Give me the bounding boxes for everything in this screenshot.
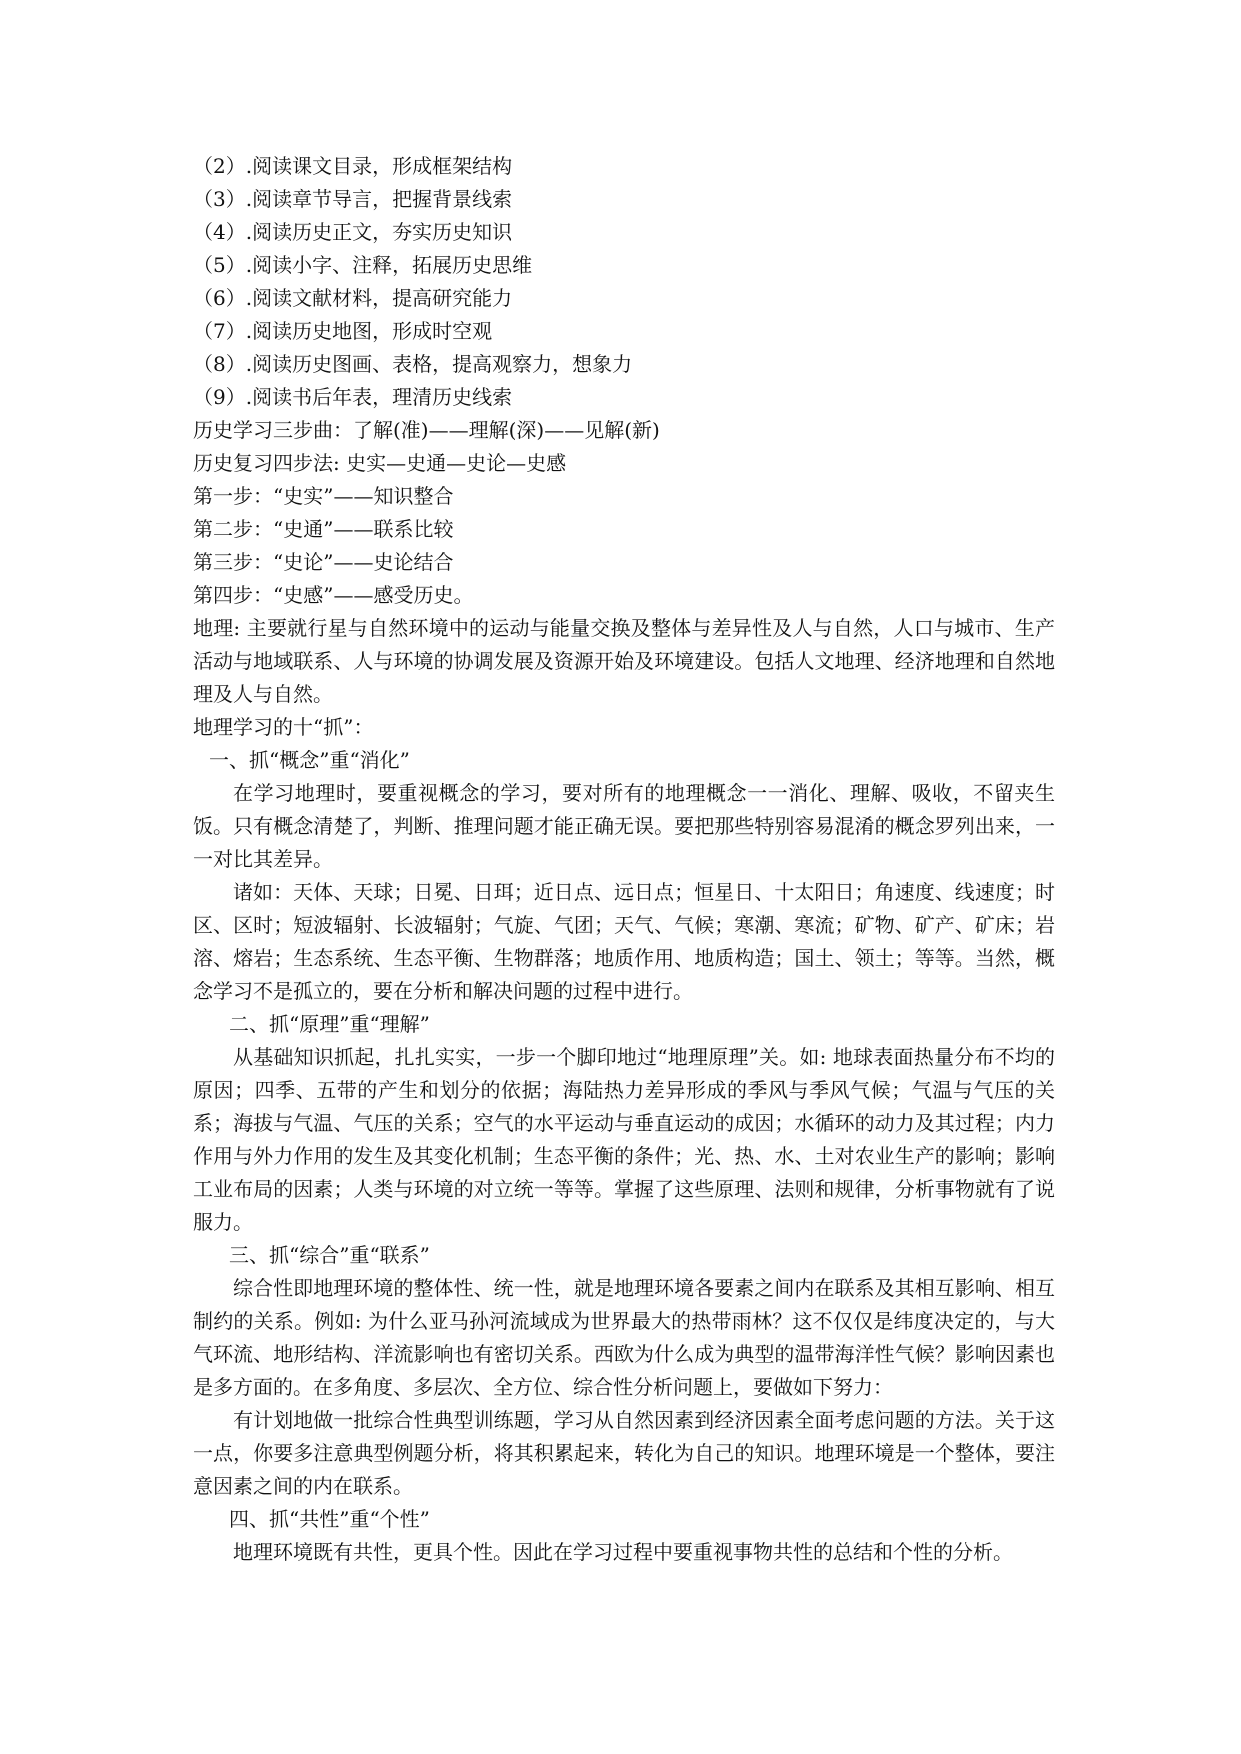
reading-step-2: （2）.阅读课文目录，形成框架结构 xyxy=(193,154,513,178)
section-3-paragraph-1: 综合性即地理环境的整体性、统一性，就是地理环境各要素之间内在联系及其相互影响、相互制约的关系。例如: 为什么亚马孙河流域成为世界最大的热带雨林？这不仅仅是纬度决定的，与大气环流、地形结构、洋流影响也有密切关系。西欧为什么成为典型的温带海洋性气候？影响因素也是多方面的。在多角度、多层次、全方位、综合性分析问题上，要做如下努力： xyxy=(193,1276,1055,1399)
section-2-title: 二、抓“原理”重“理解” xyxy=(229,1012,430,1036)
section-3-paragraph-2: 有计划地做一批综合性典型训练题，学习从自然因素到经济因素全面考虑问题的方法。关于这一点，你要多注意典型例题分析，将其积累起来，转化为自己的知识。地理环境是一个整体，要注意因素之间的内在联系。 xyxy=(193,1408,1055,1498)
geography-ten-title: 地理学习的十“抓”： xyxy=(193,715,374,739)
history-step-4: 第四步：“史感”——感受历史。 xyxy=(193,583,474,607)
geography-intro: 地理: 主要就行星与自然环境中的运动与能量交换及整体与差异性及人与自然，人口与城市、生产活动与地域联系、人与环境的协调发展及资源开始及环境建设。包括人文地理、经济地理和自然地理及人与自然。 xyxy=(193,616,1055,706)
reading-step-7: （7）.阅读历史地图，形成时空观 xyxy=(193,319,493,343)
reading-step-6: （6）.阅读文献材料，提高研究能力 xyxy=(193,286,513,310)
history-step-3: 第三步：“史论”——史论结合 xyxy=(193,550,454,574)
reading-step-8: （8）.阅读历史图画、表格，提高观察力，想象力 xyxy=(193,352,633,376)
reading-step-4: （4）.阅读历史正文，夯实历史知识 xyxy=(193,220,513,244)
section-1-paragraph-1: 在学习地理时，要重视概念的学习，要对所有的地理概念一一消化、理解、吸收，不留夹生饭。只有概念清楚了，判断、推理问题才能正确无误。要把那些特别容易混淆的概念罗列出来，一一对比其差异。 xyxy=(193,781,1055,871)
section-1-paragraph-2: 诸如：天体、天球；日冕、日珥；近日点、远日点；恒星日、十太阳日；角速度、线速度；时区、区时；短波辐射、长波辐射；气旋、气团；天气、气候；寒潮、寒流；矿物、矿产、矿床；岩溶、熔岩；生态系统、生态平衡、生物群落；地质作用、地质构造；国土、领土；等等。当然，概念学习不是孤立的，要在分析和解决问题的过程中进行。 xyxy=(193,880,1055,1003)
history-four-steps: 历史复习四步法: 史实—史通—史论—史感 xyxy=(193,451,567,475)
reading-step-3: （3）.阅读章节导言，把握背景线索 xyxy=(193,187,513,211)
history-three-steps: 历史学习三步曲：了解(准)——理解(深)——见解(新) xyxy=(193,418,660,442)
reading-step-5: （5）.阅读小字、注释，拓展历史思维 xyxy=(193,253,533,277)
section-4-title: 四、抓“共性”重“个性” xyxy=(229,1507,430,1531)
section-3-title: 三、抓“综合”重“联系” xyxy=(229,1243,430,1267)
reading-step-9: （9）.阅读书后年表，理清历史线索 xyxy=(193,385,513,409)
section-4-paragraph-1: 地理环境既有共性，更具个性。因此在学习过程中要重视事物共性的总结和个性的分析。 xyxy=(233,1540,1013,1564)
history-step-1: 第一步：“史实”——知识整合 xyxy=(193,484,454,508)
history-step-2: 第二步：“史通”——联系比较 xyxy=(193,517,454,541)
section-1-title: 一、抓“概念”重“消化” xyxy=(209,748,410,772)
document-page xyxy=(193,150,1055,1569)
section-2-paragraph-1: 从基础知识抓起，扎扎实实，一步一个脚印地过“地理原理”关。如: 地球表面热量分布不均的原因；四季、五带的产生和划分的依据；海陆热力差异形成的季风与季风气候；气温与气压的关系；海拔与气温、气压的关系；空气的水平运动与垂直运动的成因；水循环的动力及其过程；内力作用与外力作用的发生及其变化机制；生态平衡的条件；光、热、水、土对农业生产的影响；影响工业布局的因素；人类与环境的对立统一等等。掌握了这些原理、法则和规律，分析事物就有了说服力。 xyxy=(193,1045,1055,1234)
